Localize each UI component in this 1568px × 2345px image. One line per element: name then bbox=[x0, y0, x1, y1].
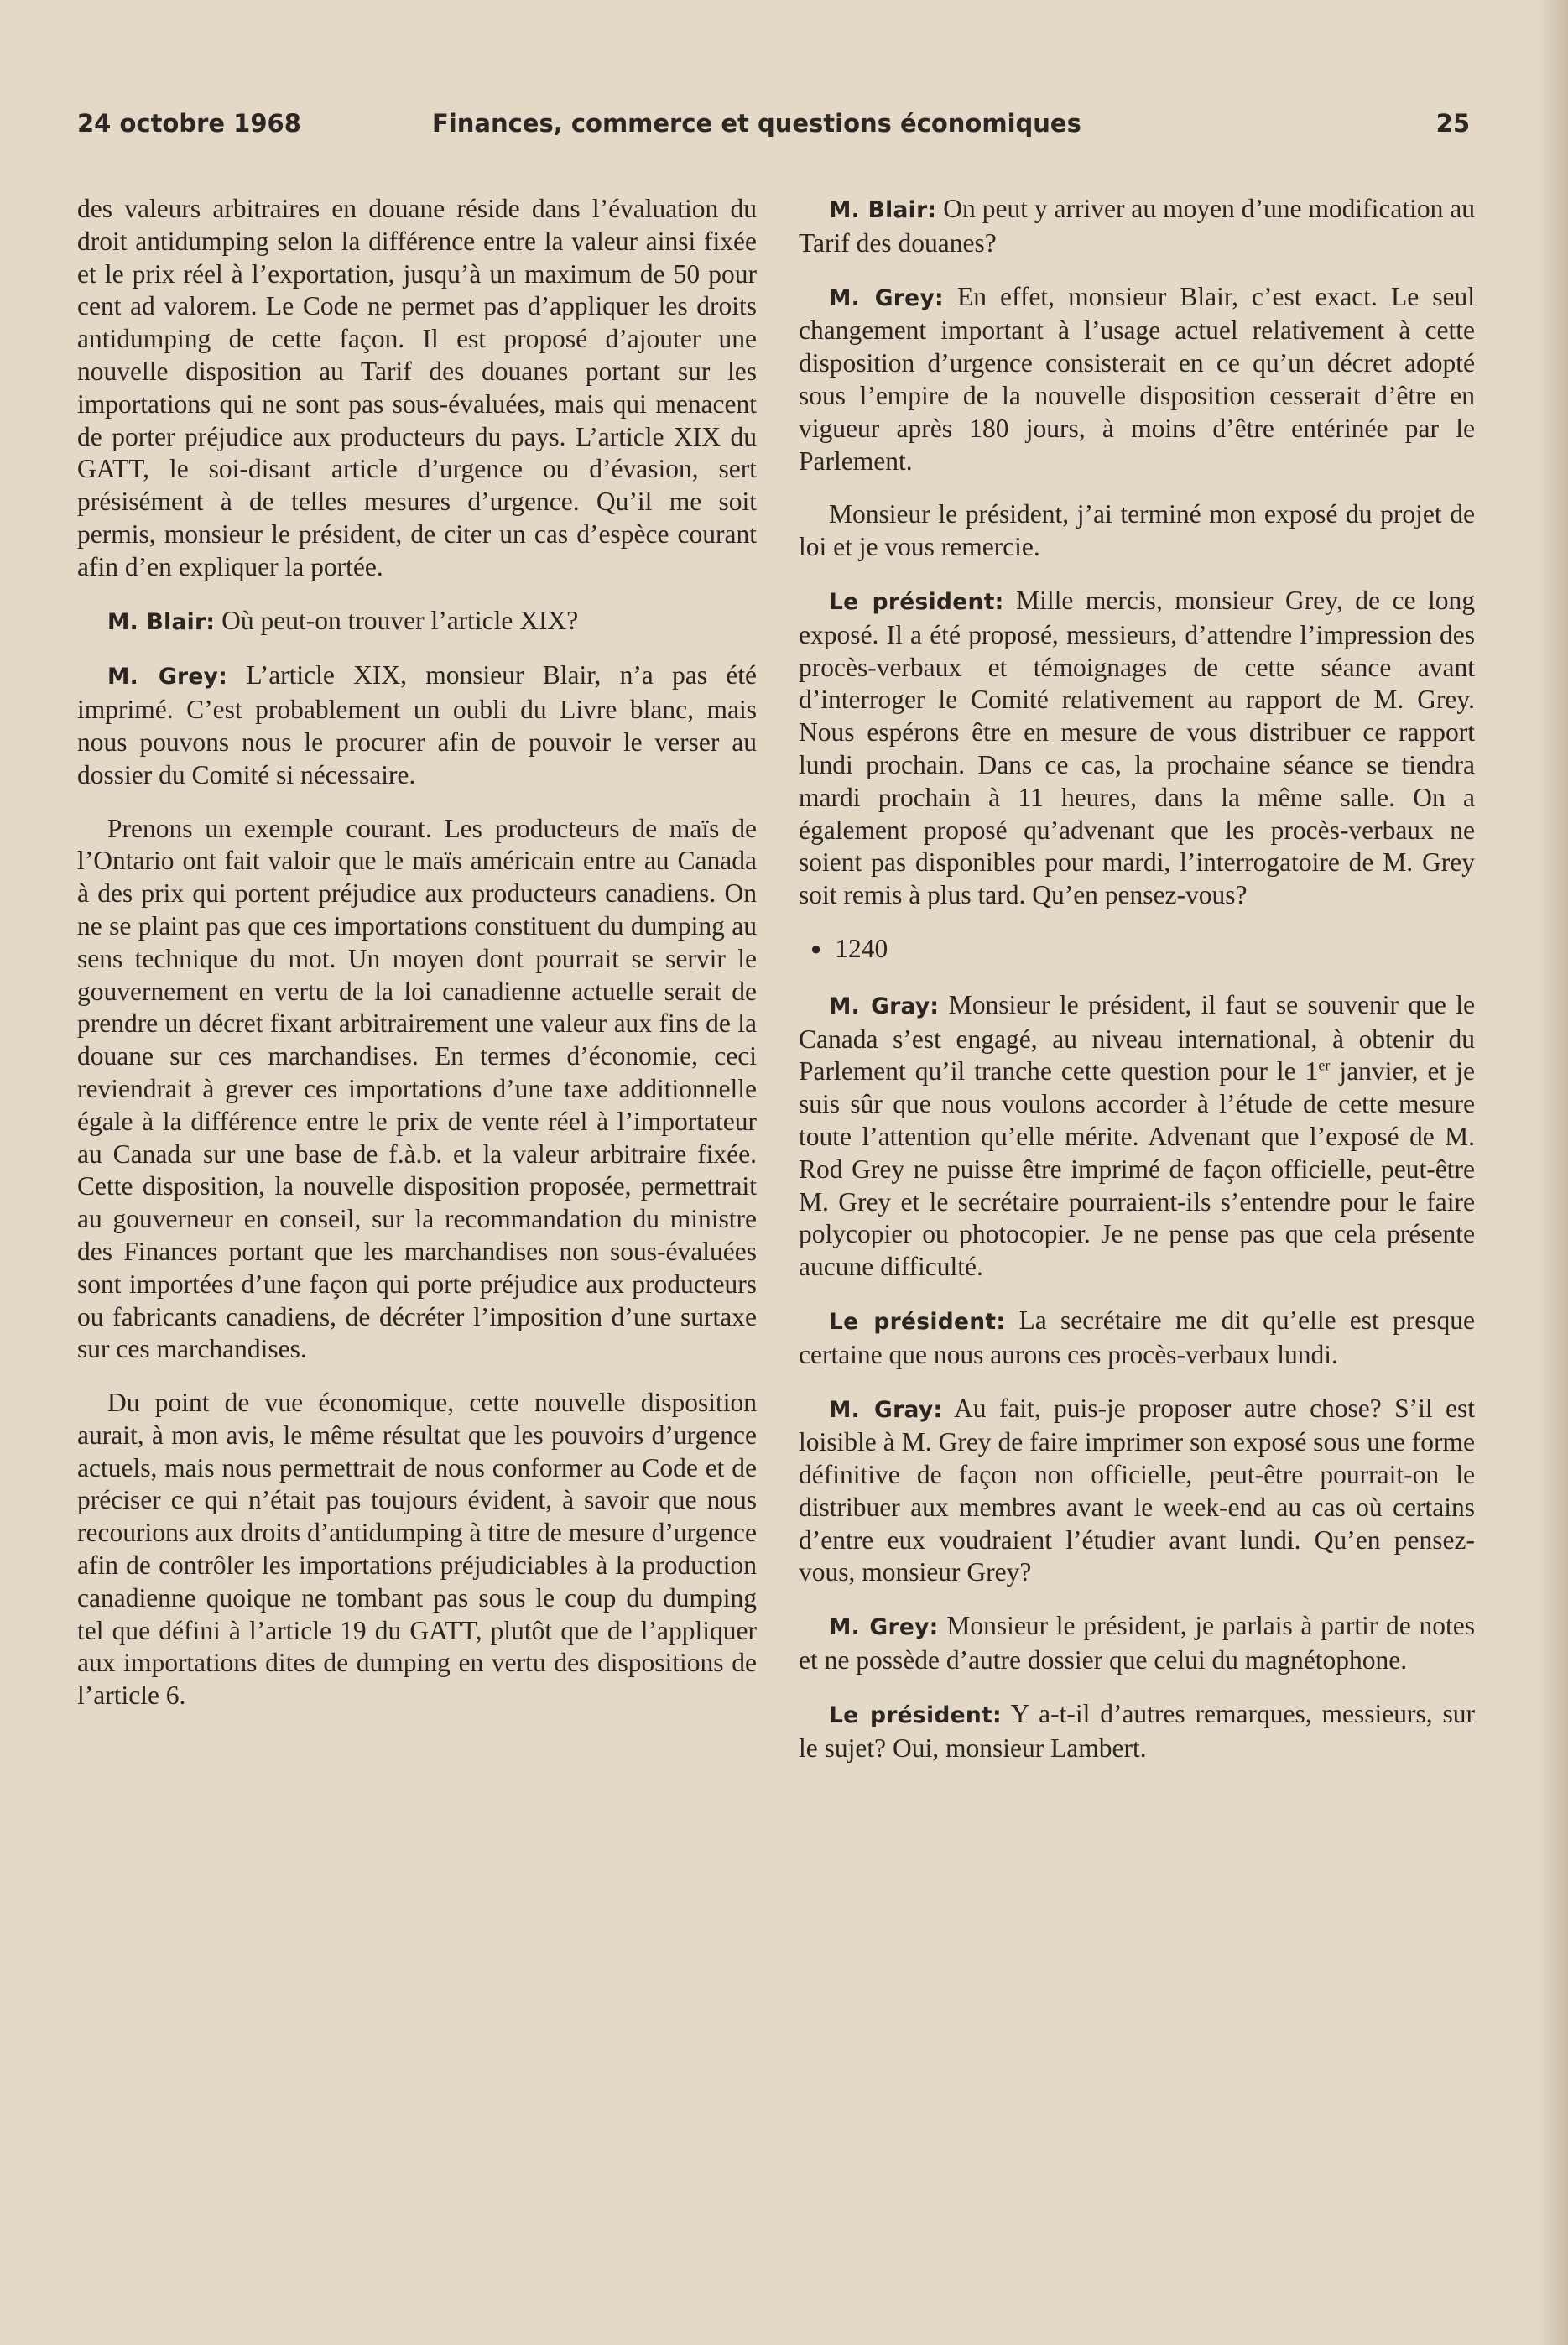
speaker-name: M. Grey: bbox=[829, 1614, 939, 1641]
paragraph bbox=[799, 498, 1475, 564]
right-column bbox=[799, 193, 1475, 1764]
header-title: Finances, commerce et questions économiques bbox=[432, 109, 1081, 138]
paragraph bbox=[77, 813, 757, 1367]
timestamp-marker bbox=[799, 933, 1475, 968]
paragraph-text: Monsieur le président, il faut se souvenir que le Canada s’est engagé, au niveau international, à obtenir du Parlement qu’il tranche cette question pour le 1 bbox=[799, 989, 1476, 1087]
paragraph-text: des valeurs arbitraires en douane réside dans l’évaluation du droit antidumping selon la différence entre la valeur ainsi fixée et le prix réel à l’exportation, jusqu’à un maximum de 50 pour cent ad valorem. Le Code ne permet pas d’appliquer les droits antidumping de cette façon. Il est proposé d’ajouter une nouvelle disposition au Tarif des douanes portant sur les importations qui ne sont pas sous-évaluées, mais qui menacent de porter préjudice aux producteurs du pays. L’article XIX du GATT, le soi-disant article d’urgence ou d’évasion, sert présisément à de telles mesures d’urgence. Qu’il me soit permis, monsieur le président, de citer un cas d’espèce courant afin d’en expliquer la portée. bbox=[77, 194, 757, 581]
header-date: 24 octobre 1968 bbox=[77, 109, 301, 138]
speaker-name: M. Blair: bbox=[829, 197, 937, 223]
paragraph-text: L’article XIX, monsieur Blair, n’a pas été imprimé. C’est probablement un oubli du Livre blanc, mais nous pouvons nous le procurer afin de pouvoir le verser au dossier du Comité si nécessaire. bbox=[77, 660, 757, 789]
left-column bbox=[77, 193, 757, 1712]
paragraph bbox=[799, 281, 1475, 478]
paragraph bbox=[77, 659, 757, 791]
speaker-name: M. Grey: bbox=[829, 284, 944, 311]
paragraph bbox=[799, 585, 1475, 912]
paragraph-text: On peut y arriver au moyen d’une modification au Tarif des douanes? bbox=[799, 194, 1476, 258]
paragraph-text: La secrétaire me dit qu’elle est presque certaine que nous aurons ces procès-verbaux lundi. bbox=[799, 1305, 1476, 1369]
paragraph bbox=[799, 1610, 1475, 1677]
speaker-name: Le président: bbox=[829, 1308, 1006, 1335]
paragraph-text: Mille mercis, monsieur Grey, de ce long exposé. Il a été proposé, messieurs, d’attendre l’impression des procès-verbaux et témoignages de cette séance avant d’interroger le Comité relativement au rapport de M. Grey. Nous espérons être en mesure de vous distribuer ce rapport lundi prochain. Dans ce cas, la prochaine séance se tiendra mardi prochain à 11 heures, dans la même salle. On a également proposé qu’advenant que les procès-verbaux ne soient pas disponibles pour mardi, l’interrogatoire de M. Grey soit remis à plus tard. Qu’en pensez-vous? bbox=[799, 585, 1475, 910]
paragraph bbox=[799, 989, 1475, 1284]
superscript: er bbox=[1318, 1056, 1331, 1074]
paragraph bbox=[77, 1387, 757, 1712]
paragraph-text: En effet, monsieur Blair, c’est exact. Le seul changement important à l’usage actuel relativement à cette disposition d’urgence consisterait en ce qu’un décret adopté sous l’empire de la nouvelle disposition cesserait d’être en vigueur après 180 jours, à moins d’être entérinée par le Parlement. bbox=[799, 281, 1475, 476]
speaker-name: M. Gray: bbox=[829, 993, 940, 1019]
paragraph-text: Au fait, puis-je proposer autre chose? S’il est loisible à M. Grey de faire imprimer son exposé sous une forme définitive de façon non officielle, peut-être pourrait-on le distribuer aux membres avant le week-end au cas où certains d’entre eux voudraient l’étudier avant lundi. Qu’en pensez-vous, monsieur Grey? bbox=[799, 1393, 1476, 1587]
paragraph-text: Où peut-on trouver l’article XIX? bbox=[221, 605, 579, 635]
paragraph bbox=[77, 193, 757, 584]
timestamp-text: 1240 bbox=[835, 933, 888, 963]
paragraph-text: Monsieur le président, je parlais à partir de notes et ne possède d’autre dossier que celui du magnétophone. bbox=[799, 1611, 1476, 1675]
page-number: 25 bbox=[1435, 109, 1470, 138]
paragraph-text: Monsieur le président, j’ai terminé mon exposé du projet de loi et je vous remercie. bbox=[799, 499, 1475, 562]
bullet-icon: ● bbox=[810, 937, 822, 959]
paragraph-text: janvier, et je suis sûr que nous voulons accorder à l’étude de cette mesure toute l’attention qu’elle mérite. Advenant que l’exposé de M. Rod Grey ne puisse être imprimé de façon officielle, peut-être M. Grey et le secrétaire pourraient-ils s’entendre pour le faire polycopier ou photocopier. Je ne pense pas que cela présente aucune difficulté. bbox=[799, 1056, 1475, 1282]
running-header bbox=[77, 109, 1470, 151]
speaker-name: M. Blair: bbox=[107, 608, 216, 635]
paragraph bbox=[799, 1698, 1475, 1765]
speaker-name: M. Grey: bbox=[107, 664, 228, 690]
speaker-name: Le président: bbox=[829, 588, 1004, 615]
paragraph bbox=[799, 1305, 1475, 1372]
paragraph-text: Du point de vue économique, cette nouvelle disposition aurait, à mon avis, le même résultat que les pouvoirs d’urgence actuels, mais nous permettrait de nous conformer au Code et de préciser ce qui n’était pas toujours évident, à savoir que nous recourions aux droits d’antidumping à titre de mesure d’urgence afin de contrôler les importations préjudiciables à la production canadienne quoique ne tombant pas sous le coup du dumping tel que défini à l’article 19 du GATT, plutôt que de l’appliquer aux importations dites de dumping en vertu des dispositions de l’article 6. bbox=[77, 1388, 757, 1711]
paragraph-text: Prenons un exemple courant. Les producteurs de maïs de l’Ontario ont fait valoir que le maïs américain entre au Canada à des prix qui portent préjudice aux producteurs canadiens. On ne se plaint pas que ces importations constituent du dumping au sens technique du mot. Un moyen dont pourrait se servir le gouvernement en vertu de la loi canadienne actuelle serait de prendre un décret fixant arbitrairement une valeur aux fins de la douane sur ces marchandises. En termes d’économie, ceci reviendrait à grever ces importations d’une taxe additionnelle égale à la différence entre le prix de vente réel à l’importateur au Canada sur une base de f.à.b. et la valeur arbitraire fixée. Cette disposition, la nouvelle disposition proposée, permettrait au gouverneur en conseil, sur la recommandation du ministre des Finances portant que les marchandises non sous-évaluées sont importées d’une façon qui porte préjudice aux producteurs ou fabricants canadiens, de décréter l’imposition d’une surtaxe sur ces marchandises. bbox=[77, 813, 757, 1364]
paragraph bbox=[77, 605, 757, 639]
paragraph bbox=[799, 193, 1475, 260]
paragraph-text: Y a-t-il d’autres remarques, messieurs, sur le sujet? Oui, monsieur Lambert. bbox=[799, 1698, 1475, 1763]
paragraph bbox=[799, 1393, 1475, 1590]
speaker-name: M. Gray: bbox=[829, 1396, 943, 1423]
speaker-name: Le président: bbox=[829, 1701, 1002, 1728]
